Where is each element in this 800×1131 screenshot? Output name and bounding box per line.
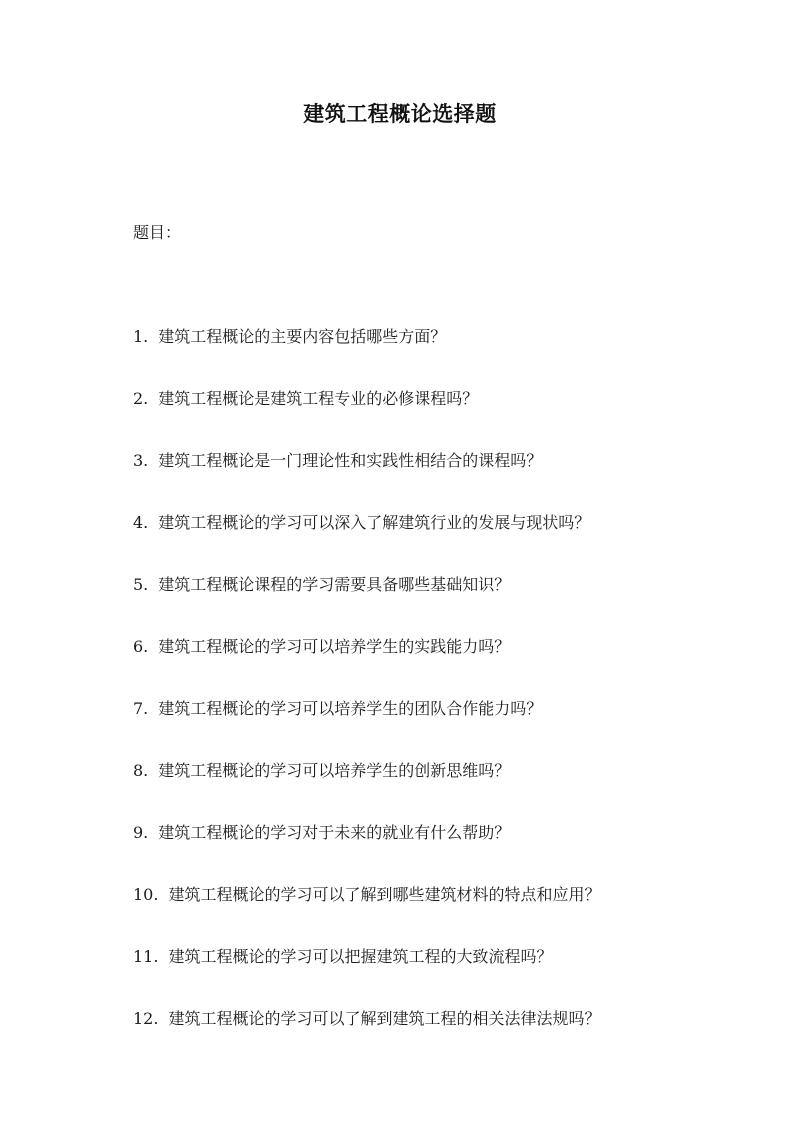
question-number: 3. bbox=[133, 451, 149, 470]
question-number: 1. bbox=[133, 327, 149, 346]
question-item-8 bbox=[133, 760, 600, 822]
question-item-3 bbox=[133, 450, 600, 512]
question-number: 4. bbox=[133, 513, 149, 532]
question-number: 10. bbox=[133, 885, 159, 904]
question-number: 11. bbox=[133, 947, 159, 966]
section-label: 题目： bbox=[133, 223, 182, 242]
question-text: 建筑工程概论的学习可以把握建筑工程的大致流程吗？ bbox=[168, 947, 553, 966]
question-item-5 bbox=[133, 574, 600, 636]
question-text: 建筑工程概论的学习可以培养学生的团队合作能力吗？ bbox=[158, 699, 543, 718]
question-number: 12. bbox=[133, 1009, 159, 1028]
question-item-2 bbox=[133, 388, 600, 450]
question-number: 6. bbox=[133, 637, 149, 656]
question-number: 8. bbox=[133, 761, 149, 780]
question-item-1 bbox=[133, 326, 600, 388]
question-number: 2. bbox=[133, 389, 149, 408]
question-item-4 bbox=[133, 512, 600, 574]
question-text: 建筑工程概论的学习可以了解到建筑工程的相关法律法规吗？ bbox=[168, 1009, 601, 1028]
question-item-9 bbox=[133, 822, 600, 884]
question-number: 9. bbox=[133, 823, 149, 842]
question-number: 7. bbox=[133, 699, 149, 718]
document-title: 建筑工程概论选择题 bbox=[303, 101, 497, 126]
question-item-11 bbox=[133, 946, 600, 1008]
question-text: 建筑工程概论的学习可以深入了解建筑行业的发展与现状吗？ bbox=[158, 513, 591, 532]
question-text: 建筑工程概论的学习可以培养学生的创新思维吗？ bbox=[158, 761, 511, 780]
question-list bbox=[133, 326, 600, 1070]
question-text: 建筑工程概论课程的学习需要具备哪些基础知识？ bbox=[158, 575, 511, 594]
question-item-10 bbox=[133, 884, 600, 946]
question-number: 5. bbox=[133, 575, 149, 594]
question-item-12 bbox=[133, 1008, 600, 1070]
question-item-6 bbox=[133, 636, 600, 698]
question-text: 建筑工程概论的学习对于未来的就业有什么帮助？ bbox=[158, 823, 511, 842]
question-item-7 bbox=[133, 698, 600, 760]
question-text: 建筑工程概论是一门理论性和实践性相结合的课程吗？ bbox=[158, 451, 543, 470]
question-text: 建筑工程概论的学习可以培养学生的实践能力吗？ bbox=[158, 637, 511, 656]
question-text: 建筑工程概论是建筑工程专业的必修课程吗？ bbox=[158, 389, 479, 408]
question-text: 建筑工程概论的主要内容包括哪些方面？ bbox=[158, 327, 447, 346]
question-text: 建筑工程概论的学习可以了解到哪些建筑材料的特点和应用？ bbox=[168, 885, 601, 904]
